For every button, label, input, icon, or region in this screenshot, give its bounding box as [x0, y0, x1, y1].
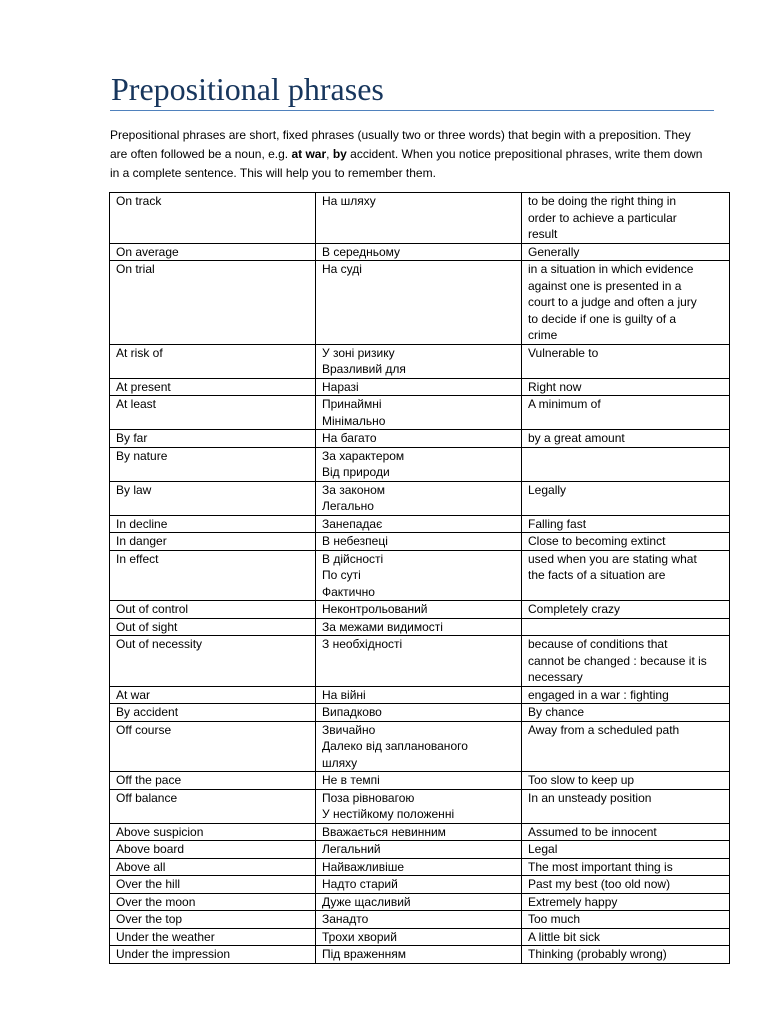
phrase-text: Off course	[116, 722, 172, 737]
table-row	[110, 772, 730, 790]
intro-paragraph	[110, 126, 714, 183]
translation-line: Занадто	[322, 912, 369, 926]
phrase-cell	[110, 193, 316, 244]
table-row	[110, 243, 730, 261]
definition-line: A little bit sick	[528, 929, 601, 944]
definition-line: Falling fast	[528, 516, 587, 531]
translation-line: В дійсності	[322, 551, 384, 566]
table-row	[110, 858, 730, 876]
phrase-text: Over the moon	[116, 894, 196, 909]
definition-line: Extremely happy	[528, 894, 618, 909]
translation-line: Фактично	[322, 584, 375, 599]
table-row	[110, 378, 730, 396]
phrase-text: Above all	[116, 859, 166, 874]
table-row	[110, 618, 730, 636]
phrase-cell	[110, 721, 316, 772]
phrases-table	[109, 192, 730, 964]
definition-line: A minimum of	[528, 397, 601, 411]
phrase-cell	[110, 550, 316, 601]
translation-line: Вважається невинним	[322, 824, 446, 839]
definition-cell	[522, 636, 730, 687]
phrase-text: Over the top	[116, 912, 183, 926]
phrase-text: In decline	[116, 516, 168, 531]
table-row	[110, 396, 730, 430]
phrase-cell	[110, 601, 316, 619]
phrase-cell	[110, 243, 316, 261]
translation-cell	[316, 533, 522, 551]
translation-line: Звичайно	[322, 722, 376, 737]
definition-cell	[522, 261, 730, 345]
definition-line: Legally	[528, 482, 567, 497]
translation-line: Легально	[322, 499, 374, 513]
definition-cell	[522, 447, 730, 481]
definition-line: engaged in a war : fighting	[528, 687, 669, 702]
phrase-text: Out of necessity	[116, 637, 203, 651]
page-title: Prepositional phrases	[111, 71, 384, 107]
translation-line: За характером	[322, 448, 405, 463]
intro-example-1: at war	[291, 147, 327, 161]
definition-line: to decide if one is guilty of a	[528, 311, 677, 326]
phrase-cell	[110, 344, 316, 378]
phrase-cell	[110, 533, 316, 551]
translation-cell	[316, 396, 522, 430]
definition-line: result	[528, 227, 558, 241]
definition-cell	[522, 686, 730, 704]
table-row	[110, 515, 730, 533]
definition-line: Assumed to be innocent	[528, 824, 657, 839]
definition-cell	[522, 789, 730, 823]
phrase-cell	[110, 430, 316, 448]
definition-line: order to achieve a particular	[528, 210, 677, 225]
table-row	[110, 928, 730, 946]
phrase-text: Off the pace	[116, 773, 182, 787]
definition-line: By chance	[528, 705, 585, 719]
intro-text-1: Prepositional phrases are short, fixed phrases (usually two or three words) that begin with a preposition. They are often followed be a noun, e.g.	[110, 128, 691, 161]
definition-line: Past my best (too old now)	[528, 877, 671, 891]
definition-line: Right now	[528, 379, 582, 394]
translation-line: Поза рівновагою	[322, 790, 415, 805]
phrase-text: At war	[116, 687, 151, 702]
translation-cell	[316, 789, 522, 823]
definition-cell	[522, 823, 730, 841]
intro-text-2: ,	[326, 147, 333, 161]
phrase-text: In danger	[116, 534, 167, 548]
phrase-text: Out of sight	[116, 619, 178, 634]
phrase-cell	[110, 893, 316, 911]
definition-cell	[522, 772, 730, 790]
phrase-cell	[110, 447, 316, 481]
table-row	[110, 721, 730, 772]
phrase-text: Out of control	[116, 602, 189, 616]
translation-line: На шляху	[322, 194, 376, 208]
definition-line: because of conditions that	[528, 637, 668, 651]
table-row	[110, 893, 730, 911]
definition-line: necessary	[528, 670, 583, 684]
table-row	[110, 636, 730, 687]
definition-cell	[522, 893, 730, 911]
phrase-cell	[110, 704, 316, 722]
translation-line: Неконтрольований	[322, 602, 428, 616]
translation-cell	[316, 378, 522, 396]
translation-line: В небезпеці	[322, 534, 388, 548]
translation-line: Дуже щасливий	[322, 894, 411, 909]
translation-cell	[316, 193, 522, 244]
definition-cell	[522, 876, 730, 894]
title-underline	[110, 110, 714, 111]
table-row	[110, 261, 730, 345]
definition-cell	[522, 481, 730, 515]
table-row	[110, 344, 730, 378]
definition-line: to be doing the right thing in	[528, 194, 677, 208]
translation-line: У зоні ризику	[322, 345, 395, 360]
translation-cell	[316, 447, 522, 481]
phrase-text: Above board	[116, 842, 185, 856]
translation-line: Надто старий	[322, 877, 398, 891]
table-row	[110, 823, 730, 841]
translation-cell	[316, 772, 522, 790]
translation-line: Наразі	[322, 379, 359, 394]
translation-cell	[316, 721, 522, 772]
table-row	[110, 876, 730, 894]
definition-cell	[522, 601, 730, 619]
definition-line: Thinking (probably wrong)	[528, 947, 667, 961]
translation-line: Вразливий для	[322, 362, 406, 376]
phrase-cell	[110, 928, 316, 946]
table-row	[110, 481, 730, 515]
translation-cell	[316, 704, 522, 722]
translation-line: По суті	[322, 568, 361, 582]
translation-cell	[316, 858, 522, 876]
definition-cell	[522, 704, 730, 722]
definition-cell	[522, 928, 730, 946]
translation-line: На багато	[322, 431, 377, 445]
definition-line: Too slow to keep up	[528, 773, 635, 787]
definition-line: court to a judge and often a jury	[528, 295, 697, 309]
definition-line: Away from a scheduled path	[528, 722, 680, 737]
translation-cell	[316, 601, 522, 619]
definition-cell	[522, 911, 730, 929]
translation-cell	[316, 618, 522, 636]
translation-cell	[316, 823, 522, 841]
phrase-text: Above suspicion	[116, 824, 204, 839]
phrase-text: By nature	[116, 448, 168, 463]
phrase-cell	[110, 396, 316, 430]
translation-line: Випадково	[322, 705, 382, 719]
translation-cell	[316, 841, 522, 859]
translation-cell	[316, 928, 522, 946]
definition-line: by a great amount	[528, 431, 625, 445]
translation-cell	[316, 344, 522, 378]
phrase-cell	[110, 686, 316, 704]
document-page	[110, 68, 714, 964]
phrase-text: By accident	[116, 705, 179, 719]
phrase-text: At risk of	[116, 345, 163, 360]
definition-line: Too much	[528, 912, 581, 926]
translation-line: Не в темпі	[322, 773, 380, 787]
intro-example-2: by	[332, 147, 347, 161]
definition-line: In an unsteady position	[528, 790, 652, 805]
definition-cell	[522, 721, 730, 772]
phrase-text: Over the hill	[116, 877, 181, 891]
translation-line: Від природи	[322, 465, 390, 479]
definition-cell	[522, 946, 730, 964]
definition-line: Completely crazy	[528, 602, 621, 616]
translation-cell	[316, 515, 522, 533]
translation-cell	[316, 261, 522, 345]
definition-cell	[522, 430, 730, 448]
translation-line: На війні	[322, 687, 366, 702]
translation-line: Під враженням	[322, 947, 407, 961]
translation-cell	[316, 686, 522, 704]
intro-text-3: accident. When you notice prepositional phrases, write them down in a complete sentence. This will help you to remember them.	[110, 147, 703, 180]
table-row	[110, 430, 730, 448]
phrase-text: Under the weather	[116, 929, 215, 944]
translation-line: шляху	[322, 755, 358, 770]
definition-cell	[522, 618, 730, 636]
phrase-text: By far	[116, 431, 148, 445]
phrase-text: By law	[116, 482, 152, 497]
phrase-cell	[110, 261, 316, 345]
table-row	[110, 533, 730, 551]
translation-line: Найважливіше	[322, 859, 405, 874]
table-row	[110, 686, 730, 704]
phrase-cell	[110, 481, 316, 515]
definition-cell	[522, 396, 730, 430]
definition-cell	[522, 550, 730, 601]
definition-line: used when you are stating what	[528, 551, 697, 566]
phrase-cell	[110, 378, 316, 396]
phrase-cell	[110, 911, 316, 929]
table-row	[110, 193, 730, 244]
translation-cell	[316, 550, 522, 601]
translation-cell	[316, 911, 522, 929]
translation-line: За законом	[322, 482, 386, 497]
phrase-cell	[110, 515, 316, 533]
table-row	[110, 704, 730, 722]
definition-line: cannot be changed : because it is	[528, 653, 707, 668]
definition-line: Vulnerable to	[528, 345, 599, 360]
translation-line: Легальний	[322, 842, 381, 856]
table-row	[110, 447, 730, 481]
definition-cell	[522, 858, 730, 876]
translation-cell	[316, 430, 522, 448]
definition-line: Legal	[528, 842, 558, 856]
definition-line: the facts of a situation are	[528, 568, 666, 582]
phrase-cell	[110, 636, 316, 687]
phrase-text: Off balance	[116, 790, 178, 805]
phrase-text: At present	[116, 379, 171, 394]
translation-cell	[316, 876, 522, 894]
phrase-cell	[110, 946, 316, 964]
table-row	[110, 946, 730, 964]
definition-cell	[522, 193, 730, 244]
translation-line: За межами видимості	[322, 619, 443, 634]
translation-line: Принаймні	[322, 397, 382, 411]
phrase-cell	[110, 772, 316, 790]
translation-cell	[316, 243, 522, 261]
phrases-table-body	[110, 193, 730, 964]
translation-cell	[316, 893, 522, 911]
translation-line: На суді	[322, 262, 362, 276]
table-row	[110, 841, 730, 859]
table-row	[110, 911, 730, 929]
definition-cell	[522, 378, 730, 396]
definition-line: Close to becoming extinct	[528, 534, 666, 548]
phrase-text: In effect	[116, 551, 159, 566]
phrase-text: On trial	[116, 262, 155, 276]
translation-cell	[316, 636, 522, 687]
definition-cell	[522, 515, 730, 533]
translation-line: Занепадає	[322, 516, 383, 531]
phrase-cell	[110, 789, 316, 823]
phrase-text: On track	[116, 194, 162, 208]
translation-line: Трохи хворий	[322, 929, 397, 944]
definition-line: in a situation in which evidence	[528, 262, 694, 276]
phrase-cell	[110, 823, 316, 841]
phrase-text: At least	[116, 397, 157, 411]
definition-line: against one is presented in a	[528, 278, 682, 293]
table-row	[110, 601, 730, 619]
definition-cell	[522, 344, 730, 378]
table-row	[110, 789, 730, 823]
translation-line: Далеко від запланованого	[322, 739, 468, 753]
translation-line: В середньому	[322, 244, 401, 259]
phrase-text: Under the impression	[116, 947, 231, 961]
translation-line: З необхідності	[322, 637, 403, 651]
translation-cell	[316, 481, 522, 515]
definition-cell	[522, 243, 730, 261]
definition-cell	[522, 533, 730, 551]
table-row	[110, 550, 730, 601]
phrase-cell	[110, 876, 316, 894]
definition-line: The most important thing is	[528, 859, 673, 874]
definition-line: crime	[528, 328, 558, 342]
translation-line: У нестійкому положенні	[322, 807, 455, 821]
translation-line: Мінімально	[322, 413, 386, 428]
phrase-cell	[110, 841, 316, 859]
phrase-cell	[110, 618, 316, 636]
definition-cell	[522, 841, 730, 859]
definition-line: Generally	[528, 244, 580, 259]
translation-cell	[316, 946, 522, 964]
phrase-cell	[110, 858, 316, 876]
phrase-text: On average	[116, 244, 179, 259]
